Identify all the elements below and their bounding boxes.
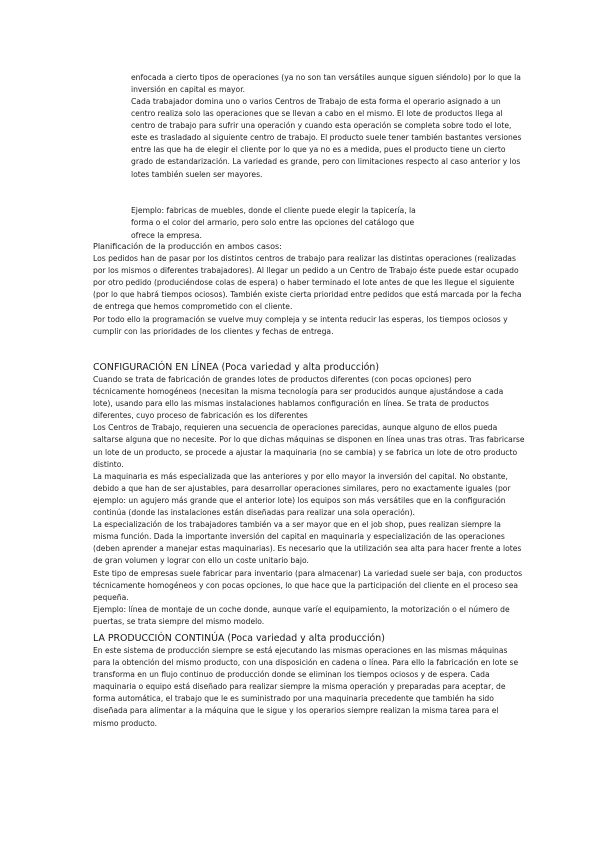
section-subheading: Planificación de la producción en ambos casos: <box>93 242 282 251</box>
continuous-section <box>93 632 525 730</box>
paragraph-text: Cada trabajador domina uno o varios Centros de Trabajo de esta forma el operario asignado a un centro realiza solo las operaciones que se llevan a cabo en el mismo. El lote de productos llega al centro de trabajo para sufrir una operación y cuando esta operación se completa sobre todo el lote, este es trasladado al siguiente centro de trabajo. El producto suele tener también bastantes versiones entre las que ha de elegir el cliente por lo que ya no es a medida, pues el producto tiene un cierto grado de estandarización. La variedad es grande, pero con limitaciones respecto al caso anterior y los lotes también suelen ser mayores. <box>131 97 522 179</box>
paragraph-text: Cuando se trata de fabricación de grandes lotes de productos diferentes (con pocas opciones) pero técnicamente homogéneos (necesitan la misma tecnología para ser producidos aunque ajustándose a cada lote), usando para ello las mismas instalaciones hablamos configuración en línea. Se trata de productos diferentes, cuyo proceso de fabricación es los diferentes <box>93 375 504 421</box>
paragraph-text: En este sistema de producción siempre se está ejecutando las mismas operaciones en las mismas máquinas para la obtención del mismo producto, con una disposición en cadena o línea. Para ello la fabricación en lote se transforma en un flujo continuo de producción donde se eliminan los tiempos ociosos y de espera. Cada maquinaria o equipo está diseñado para realizar siempre la misma operación y preparadas para aceptar, de forma automática, el trabajo que le es suministrado por una maquinaria precedente que también ha sido diseñada para alimentar a la máquina que le sigue y los operarios siempre realizan la misma tarea para el mismo producto. <box>93 646 519 728</box>
paragraph-text: Este tipo de empresas suele fabricar para inventario (para almacenar) La variedad suele ser baja, con productos técnicamente homogéneos y con pocas opciones, lo que hace que la participación del cliente en el proceso sea pequeña. <box>93 568 523 602</box>
section-heading: LA PRODUCCIÓN CONTINÚA (Poca variedad y alta producción) <box>93 633 385 644</box>
section-heading: CONFIGURACIÓN EN LÍNEA (Poca variedad y alta producción) <box>93 362 380 373</box>
cell-paragraph <box>131 96 523 181</box>
paragraph-text: enfocada a cierto tipos de operaciones (ya no son tan versátiles aunque siguen siéndolo) por lo que la inversión en capital es mayor. <box>131 73 521 95</box>
paragraph-text: Ejemplo: línea de montaje de un coche donde, aunque varíe el equipamiento, la motorización o el número de puertas, se trata siempre del mismo modelo. <box>93 604 510 626</box>
paragraph-text: Los pedidos han de pasar por los distintos centros de trabajo para realizar las distintas operaciones (realizadas por los mismos o diferentes trabajadores). Al llegar un pedido a un Centro de Trabajo éste puede estar ocupado por otro pedido (produciéndose colas de espera) o haber terminado el lote antes de que les llegue el siguiente (por lo que habrá tiempos ociosos). También existe cierta prioridad entre pedidos que está marcada por la fecha de entrega que hemos comprometido con el cliente. <box>93 254 522 312</box>
planning-section <box>93 241 525 338</box>
paragraph-text: Por todo ello la programación se vuelve muy compleja y se intenta reducir las esperas, los tiempos ociosos y cumplir con las prioridades de los clientes y fechas de entrega. <box>93 314 508 336</box>
example-line: ofrece la empresa. <box>131 230 202 240</box>
line-section <box>93 361 525 628</box>
paragraph-text: La especialización de los trabajadores también va a ser mayor que en el job shop, pues realizan siempre la misma función. Dada la importante inversión del capital en maquinaria y especialización de las operaciones (deben aprender a manejar estas maquinarias). Es necesario que la utilización sea alta para hacer frente a lotes de gran volumen y lograr con ello un coste unitario bajo. <box>93 520 522 566</box>
paragraph-text: Los Centros de Trabajo, requieren una secuencia de operaciones parecidas, aunque alguno de ellos pueda saltarse alguna que no necesite. Por lo que dichas máquinas se disponen en línea unas tras otras. Tras fabricarse un lote de un producto, se procede a ajustar la maquinaria (no se cambia) y se fabrica un lote de otro producto distinto. <box>93 423 525 469</box>
example-line: forma o el color del armario, pero solo entre las opciones del catálogo que <box>131 218 415 228</box>
cont-paragraph <box>131 72 523 96</box>
paragraph-text: La maquinaria es más especializada que las anteriores y por ello mayor la inversión del capital. No obstante, debido a que han de ser ajustables, para desarrollar operaciones similares, pero no exactamente iguales (por ejemplo: un agujero más grande que el anterior lote) los equipos son más versátiles que en la configuración continúa (donde las instalaciones están diseñadas para realizar una sola operación). <box>93 471 511 518</box>
example-line: Ejemplo: fabricas de muebles, donde el cliente puede elegir la tapicería, la <box>131 206 416 215</box>
example-block <box>131 205 523 242</box>
